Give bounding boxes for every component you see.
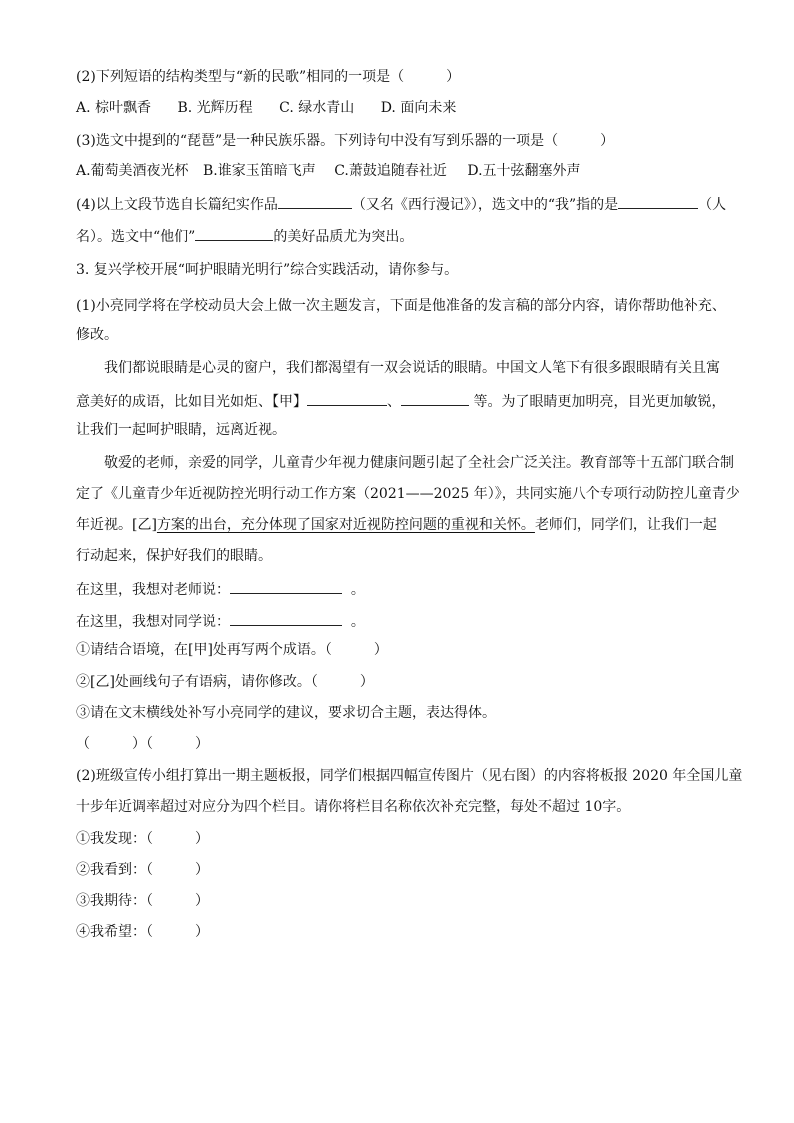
option-a: A. 棕叶飘香 <box>76 100 152 116</box>
part-1-stem-line-2: 修改。 <box>76 327 118 343</box>
answer-blank[interactable] <box>278 193 352 209</box>
student-suggestion: 在这里，我想对同学说： 。 <box>76 610 365 632</box>
question-3-stem: (3)选文中提到的“琵琶”是一种民族乐器。下列诗句中没有写到乐器的一项是（ ） <box>76 133 615 149</box>
question-4-line-1: (4)以上文段节选自长篇纪实作品 （又名《西行漫记》），选文中的“我”指的是 （人 <box>76 193 726 215</box>
option-c: C. 绿水青山 <box>279 100 355 116</box>
speech-line-2: 意美好的成语，比如目光如炬、【甲】 、 等。为了眼睛更加明亮，目光更加敏锐， <box>76 390 725 412</box>
section-3-title: 3. 复兴学校开展“呵护眼睛光明行”综合实践活动，请你参与。 <box>76 262 459 278</box>
sub-question-3: ③请在文末横线处补写小亮同学的建议，要求切合主题，表达得体。 <box>76 705 496 721</box>
column-item-4: ④我希望：（ ） <box>76 924 209 940</box>
speech-line-3: 让我们一起呵护眼睛，远离近视。 <box>76 422 286 438</box>
column-item-2: ②我看到：（ ） <box>76 862 209 878</box>
speech-line-1: 我们都说眼睛是心灵的窗户，我们都渴望有一双会说话的眼睛。中国文人笔下有很多跟眼睛有关且寓 <box>104 360 720 376</box>
question-4-line-2: 名）。选文中“他们” 的美好品质尤为突出。 <box>76 225 413 247</box>
question-2-stem: (2)下列短语的结构类型与“新的民歌”相同的一项是（ ） <box>76 69 461 85</box>
teacher-suggestion-blank[interactable] <box>230 578 342 594</box>
option-d: D. 面向未来 <box>380 100 457 116</box>
idiom-blank-2[interactable] <box>401 390 469 406</box>
part-2-stem-line-2: 十步年近调率超过对应分为四个栏目。请你将栏目名称依次补充完整，每处不超过 10字。 <box>76 799 631 815</box>
teacher-suggestion: 在这里，我想对老师说： 。 <box>76 578 365 600</box>
question-3-options <box>76 161 581 181</box>
sub-question-2: ②[乙]处画线句子有语病，请你修改。（ ） <box>76 674 374 690</box>
idiom-blank-1[interactable] <box>307 390 387 406</box>
sub-question-1: ①请结合语境，在[甲]处再写两个成语。（ ） <box>76 642 388 658</box>
speech-line-5: 定了《儿童青少年近视防控光明行动工作方案（2021——2025 年）》，共同实施八个专项行动防控儿童青少 <box>76 486 740 502</box>
option-b: B. 光辉历程 <box>177 100 253 116</box>
option-d: D.五十弦翻塞外声 <box>467 163 581 179</box>
column-item-1: ①我发现：（ ） <box>76 831 209 847</box>
option-c: C.萧鼓追随春社近 <box>334 163 447 179</box>
student-suggestion-blank[interactable] <box>230 610 342 626</box>
answer-blank[interactable] <box>618 193 698 209</box>
answer-blank[interactable] <box>195 225 273 241</box>
speech-line-7: 行动起来，保护好我们的眼睛。 <box>76 548 272 564</box>
part-1-stem-line-1: (1)小亮同学将在学校动员大会上做一次主题发言，下面是他准备的发言稿的部分内容，请你帮助他补充、 <box>76 298 726 314</box>
option-b: B.谁家玉笛暗飞声 <box>203 163 316 179</box>
sub-question-3-answers: （ ）（ ） <box>76 736 209 752</box>
part-2-stem-line-1: (2)班级宣传小组打算出一期主题板报，同学们根据四幅宣传图片（见右图）的内容将板报 2020 年全国儿童 <box>76 768 743 784</box>
question-2-options <box>76 98 456 118</box>
option-a: A.葡萄美酒夜光杯 <box>76 163 189 179</box>
speech-line-6: 年近视。[乙]方案的出台，充分体现了国家对近视防控问题的重视和关怀。老师们，同学们，让我们一起 <box>76 517 717 533</box>
speech-line-4: 敬爱的老师，亲爱的同学，儿童青少年视力健康问题引起了全社会广泛关注。教育部等十五部门联合制 <box>104 455 734 471</box>
underlined-sentence: 方案的出台，充分体现了国家对近视防控问题的重视和关怀。 <box>156 517 535 533</box>
column-item-3: ③我期待：（ ） <box>76 893 209 909</box>
